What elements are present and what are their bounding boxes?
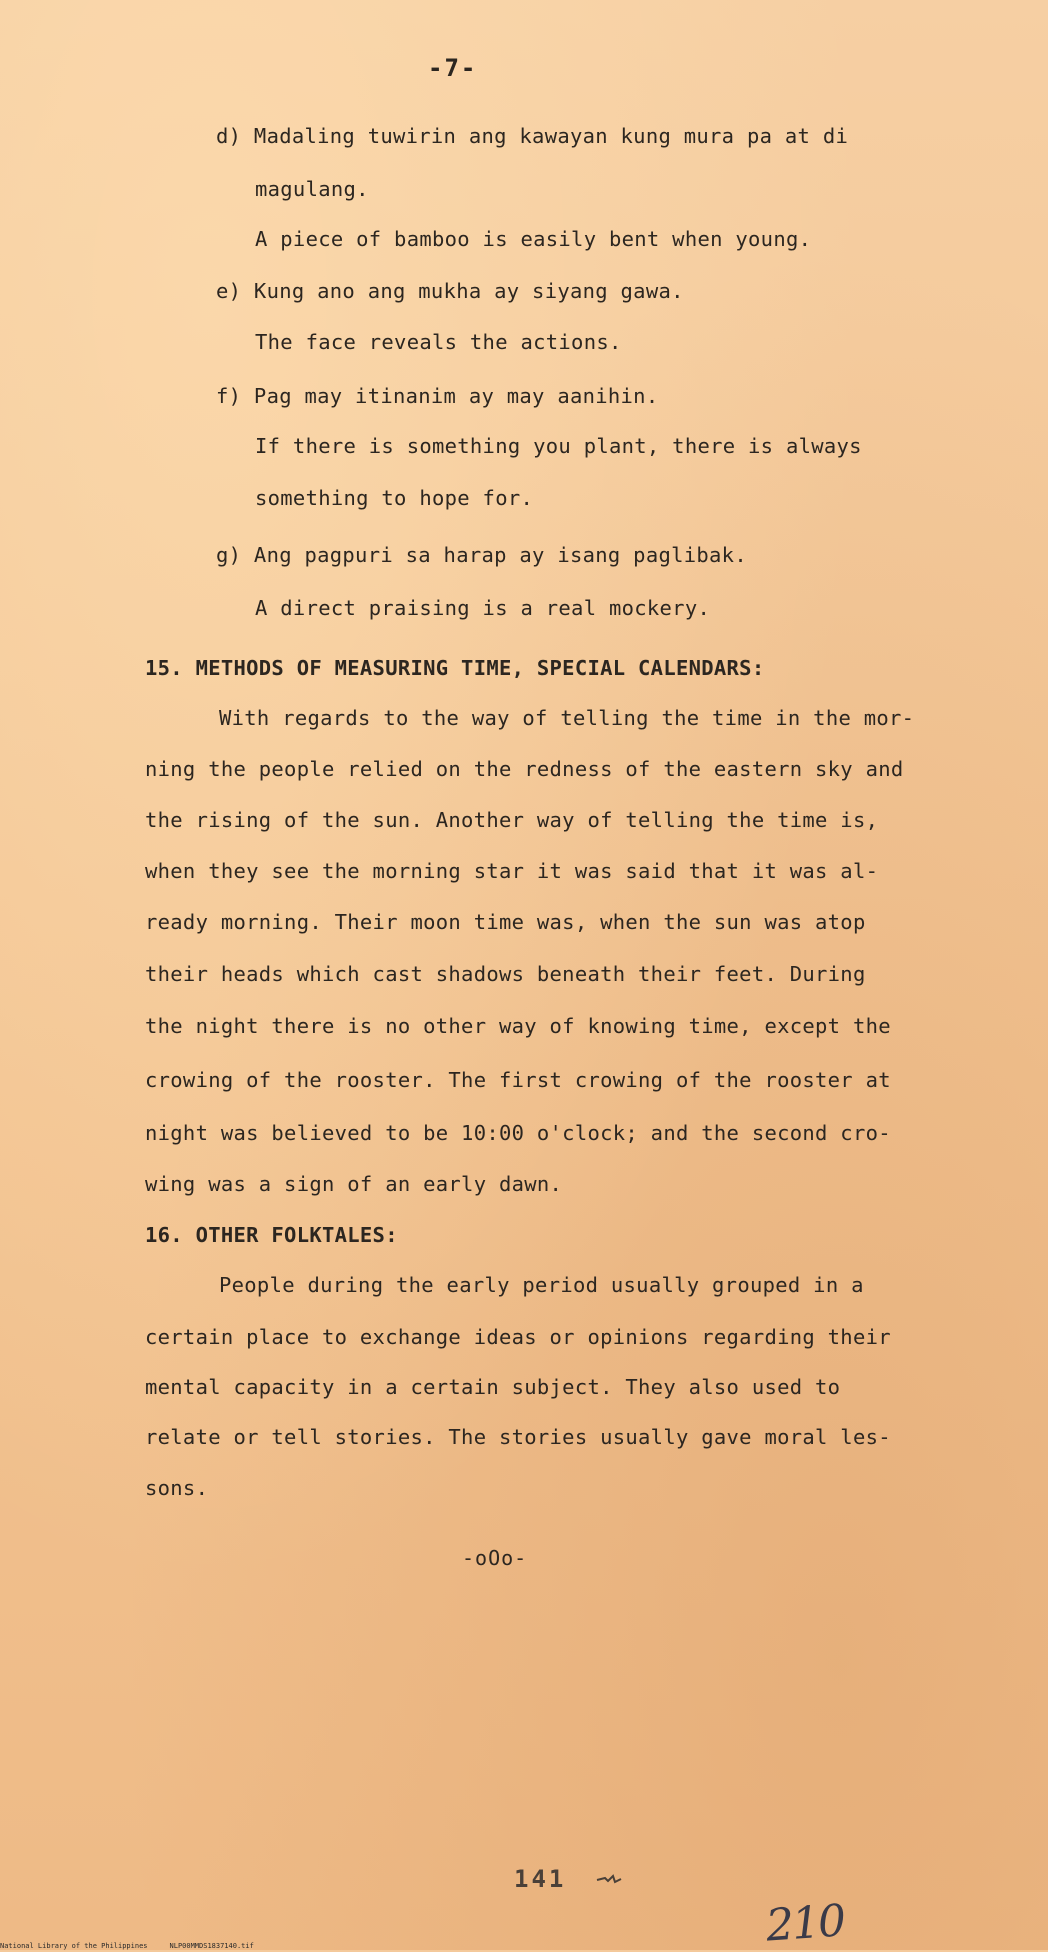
proverb-d-english: A piece of bamboo is easily bent when young.: [255, 227, 812, 251]
section-15-paragraph-line: the night there is no other way of knowing time, except the: [145, 1014, 891, 1038]
proverb-g-english: A direct praising is a real mockery.: [255, 596, 711, 620]
section-15-paragraph-line: wing was a sign of an early dawn.: [145, 1172, 563, 1196]
section-16-paragraph-line: mental capacity in a certain subject. They also used to: [145, 1375, 841, 1399]
section-16-paragraph-line: certain place to exchange ideas or opinions regarding their: [145, 1325, 891, 1349]
section-15-heading: 15. METHODS OF MEASURING TIME, SPECIAL CALENDARS:: [145, 656, 765, 680]
proverb-f-tagalog: f) Pag may itinanim ay may aanihin.: [216, 384, 659, 408]
section-16-paragraph-line: People during the early period usually grouped in a: [219, 1273, 864, 1297]
section-15-paragraph-line: night was believed to be 10:00 o'clock; and the second cro-: [145, 1121, 891, 1145]
proverb-f-english-cont: something to hope for.: [255, 486, 534, 510]
page-number: -7-: [428, 54, 478, 82]
archive-footer: [0, 1942, 254, 1950]
section-15-paragraph-line: crowing of the rooster. The first crowing of the rooster at: [145, 1068, 891, 1092]
section-16-heading: 16. OTHER FOLKTALES:: [145, 1223, 398, 1247]
section-15-paragraph-line: With regards to the way of telling the time in the mor-: [219, 706, 915, 730]
section-15-paragraph-line: ning the people relied on the redness of the eastern sky and: [145, 757, 904, 781]
proverb-f-english: If there is something you plant, there is always: [255, 434, 862, 458]
section-16-paragraph-line: relate or tell stories. The stories usually gave moral les-: [145, 1425, 891, 1449]
section-16-paragraph-line: sons.: [145, 1476, 209, 1500]
stamp-mark-icon: [596, 1873, 622, 1885]
proverb-d-tagalog-cont: magulang.: [255, 177, 369, 201]
footer-filename: NLP00MMDS1837140.tif: [169, 1942, 254, 1950]
proverb-d-tagalog: d) Madaling tuwirin ang kawayan kung mura pa at di: [216, 124, 849, 148]
proverb-e-tagalog: e) Kung ano ang mukha ay siyang gawa.: [216, 279, 684, 303]
section-15-paragraph-line: ready morning. Their moon time was, when the sun was atop: [145, 910, 866, 934]
section-15-paragraph-line: their heads which cast shadows beneath their feet. During: [145, 962, 866, 986]
stamp-number: 141: [514, 1865, 567, 1893]
proverb-e-english: The face reveals the actions.: [255, 330, 622, 354]
section-15-paragraph-line: the rising of the sun. Another way of telling the time is,: [145, 808, 879, 832]
footer-source: National Library of the Philippines: [0, 1942, 148, 1950]
end-mark: -oOo-: [462, 1546, 528, 1570]
handwritten-number: 210: [764, 1895, 846, 1952]
section-15-paragraph-line: when they see the morning star it was said that it was al-: [145, 859, 879, 883]
proverb-g-tagalog: g) Ang pagpuri sa harap ay isang paglibak.: [216, 543, 747, 567]
